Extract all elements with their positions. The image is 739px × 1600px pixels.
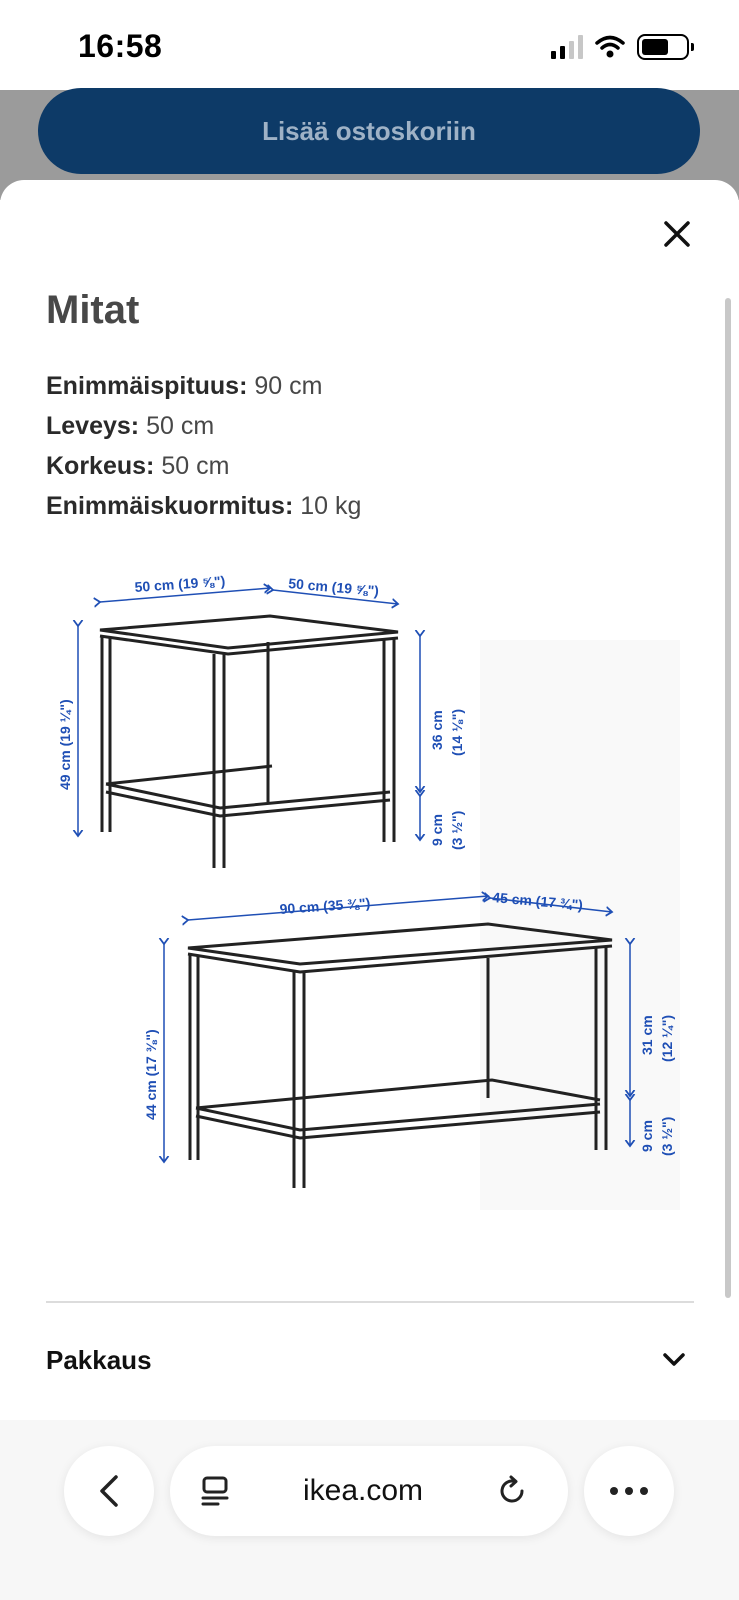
small-depth-label: 50 cm (19 ⅝") — [287, 575, 380, 599]
back-button[interactable] — [64, 1446, 154, 1536]
small-upper-label-cm: 36 cm — [429, 710, 445, 750]
section-divider — [46, 1301, 694, 1303]
spec-row — [46, 486, 361, 526]
chevron-down-icon — [662, 1352, 686, 1368]
large-height-label: 44 cm (17 ⅜") — [143, 1029, 159, 1120]
browser-toolbar — [0, 1420, 739, 1600]
large-width-label: 90 cm (35 ⅜") — [279, 894, 371, 917]
spec-row — [46, 446, 361, 486]
back-icon — [99, 1474, 119, 1508]
status-time: 16:58 — [78, 28, 163, 64]
spec-label: Korkeus: — [46, 452, 155, 480]
spec-row — [46, 406, 361, 446]
large-lower-label-in: (3 ½") — [659, 1116, 675, 1156]
spec-list — [46, 366, 361, 526]
packaging-label: Pakkaus — [46, 1344, 152, 1375]
spec-value: 10 kg — [300, 492, 362, 520]
url-text: ikea.com — [302, 1474, 424, 1507]
battery-icon — [637, 34, 689, 60]
more-button[interactable] — [584, 1446, 674, 1536]
spec-label: Enimmäispituus: — [46, 372, 248, 400]
tabs-icon[interactable] — [200, 1475, 230, 1507]
more-icon — [609, 1486, 649, 1496]
small-width-label: 50 cm (19 ⅝") — [134, 572, 226, 595]
dimension-diagram — [40, 570, 700, 1220]
spec-label: Leveys: — [46, 412, 140, 440]
dimensions-sheet — [0, 180, 739, 1600]
reload-icon[interactable] — [496, 1475, 528, 1507]
large-upper-label-cm: 31 cm — [639, 1015, 655, 1055]
wifi-icon — [595, 35, 625, 59]
status-bar — [0, 0, 739, 90]
status-icons — [551, 34, 689, 60]
add-to-cart-button[interactable]: Lisää ostoskoriin — [38, 88, 700, 174]
large-depth-label: 45 cm (17 ¾") — [491, 889, 584, 913]
signal-icon — [551, 35, 583, 59]
address-bar[interactable] — [170, 1446, 568, 1536]
spec-label: Enimmäiskuormitus: — [46, 492, 294, 520]
scrollbar[interactable] — [725, 298, 731, 1298]
close-button[interactable] — [653, 210, 701, 258]
large-lower-label-cm: 9 cm — [639, 1120, 655, 1152]
spec-value: 50 cm — [161, 452, 230, 480]
small-table-drawing — [100, 616, 398, 868]
small-lower-label-cm: 9 cm — [429, 814, 445, 846]
spec-value: 90 cm — [254, 372, 323, 400]
large-upper-label-in: (12 ¼") — [659, 1014, 675, 1062]
packaging-accordion[interactable] — [46, 1330, 686, 1390]
spec-value: 50 cm — [146, 412, 215, 440]
small-height-label: 49 cm (19 ¼") — [57, 699, 73, 790]
close-icon — [663, 220, 691, 248]
sheet-title: Mitat — [46, 288, 140, 332]
small-upper-label-in: (14 ⅛") — [449, 708, 465, 756]
small-lower-label-in: (3 ½") — [449, 810, 465, 850]
spec-row — [46, 366, 361, 406]
